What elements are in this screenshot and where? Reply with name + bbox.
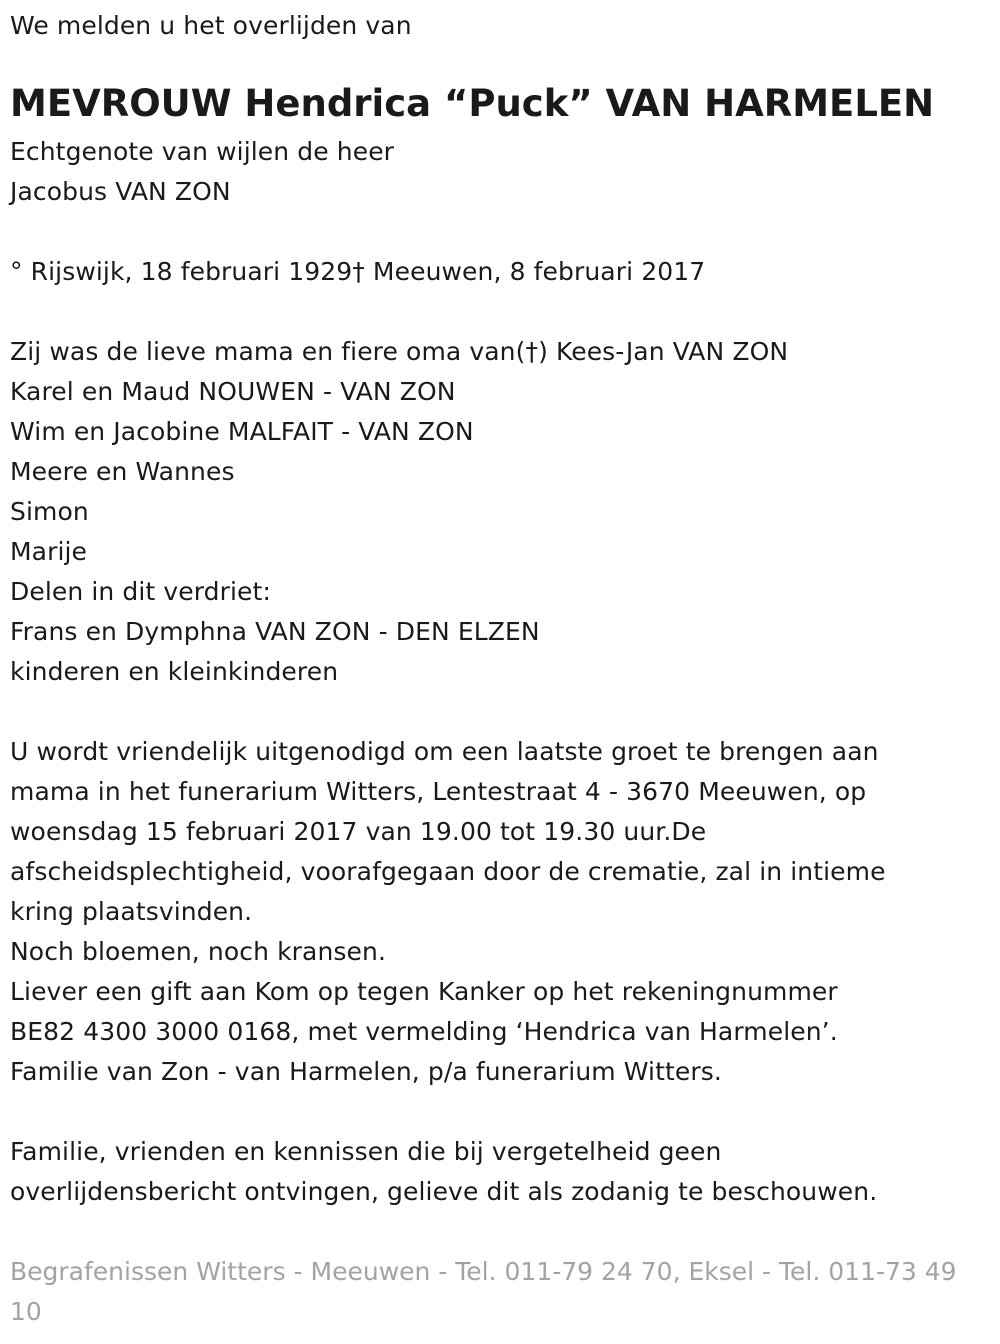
intro-text: We melden u het overlijden van [10, 11, 412, 40]
family-line: Karel en Maud NOUWEN - VAN ZON [10, 377, 456, 406]
invitation-line: mama in het funerarium Witters, Lentestraat 4 - 3670 Meeuwen, op [10, 777, 867, 806]
spacer [10, 292, 990, 332]
invitation-line: Familie van Zon - van Harmelen, p/a funerarium Witters. [10, 1057, 722, 1086]
family-line: kinderen en kleinkinderen [10, 657, 339, 686]
invitation-line: kring plaatsvinden. [10, 897, 253, 926]
family-line: Simon [10, 497, 89, 526]
invitation-line: woensdag 15 februari 2017 van 19.00 tot 19.30 uur.De [10, 817, 707, 846]
spacer [10, 1092, 990, 1132]
spacer [10, 212, 990, 252]
birth-death-dates: ° Rijswijk, 18 februari 1929† Meeuwen, 8 februari 2017 [10, 257, 706, 286]
invitation-line: Noch bloemen, noch kransen. [10, 937, 386, 966]
spacer [10, 692, 990, 732]
funeral-home-footer: Begrafenissen Witters - Meeuwen - Tel. 011-79 24 70, Eksel - Tel. 011-73 49 10 [10, 1257, 957, 1326]
spouse-line-2: Jacobus VAN ZON [10, 177, 231, 206]
family-line: Wim en Jacobine MALFAIT - VAN ZON [10, 417, 474, 446]
obituary-notice [10, 6, 990, 1332]
invitation-line: BE82 4300 3000 0168, met vermelding ‘Hendrica van Harmelen’. [10, 1017, 838, 1046]
notice-paragraph [10, 1132, 990, 1212]
family-line: Zij was de lieve mama en fiere oma van(†) Kees-Jan VAN ZON [10, 337, 789, 366]
notice-line: Familie, vrienden en kennissen die bij vergetelheid geen [10, 1137, 722, 1166]
deceased-name: MEVROUW Hendrica “Puck” VAN HARMELEN [10, 82, 935, 125]
family-line: Frans en Dymphna VAN ZON - DEN ELZEN [10, 617, 540, 646]
family-line: Marije [10, 537, 88, 566]
invitation-line: afscheidsplechtigheid, voorafgegaan door de crematie, zal in intieme [10, 857, 886, 886]
family-list [10, 332, 990, 692]
spouse-line-1: Echtgenote van wijlen de heer [10, 137, 395, 166]
invitation-line: U wordt vriendelijk uitgenodigd om een laatste groet te brengen aan [10, 737, 879, 766]
family-line: Delen in dit verdriet: [10, 577, 271, 606]
notice-line: overlijdensbericht ontvingen, gelieve dit als zodanig te beschouwen. [10, 1177, 878, 1206]
family-line: Meere en Wannes [10, 457, 235, 486]
invitation-line: Liever een gift aan Kom op tegen Kanker op het rekeningnummer [10, 977, 838, 1006]
invitation-paragraph [10, 732, 990, 1092]
